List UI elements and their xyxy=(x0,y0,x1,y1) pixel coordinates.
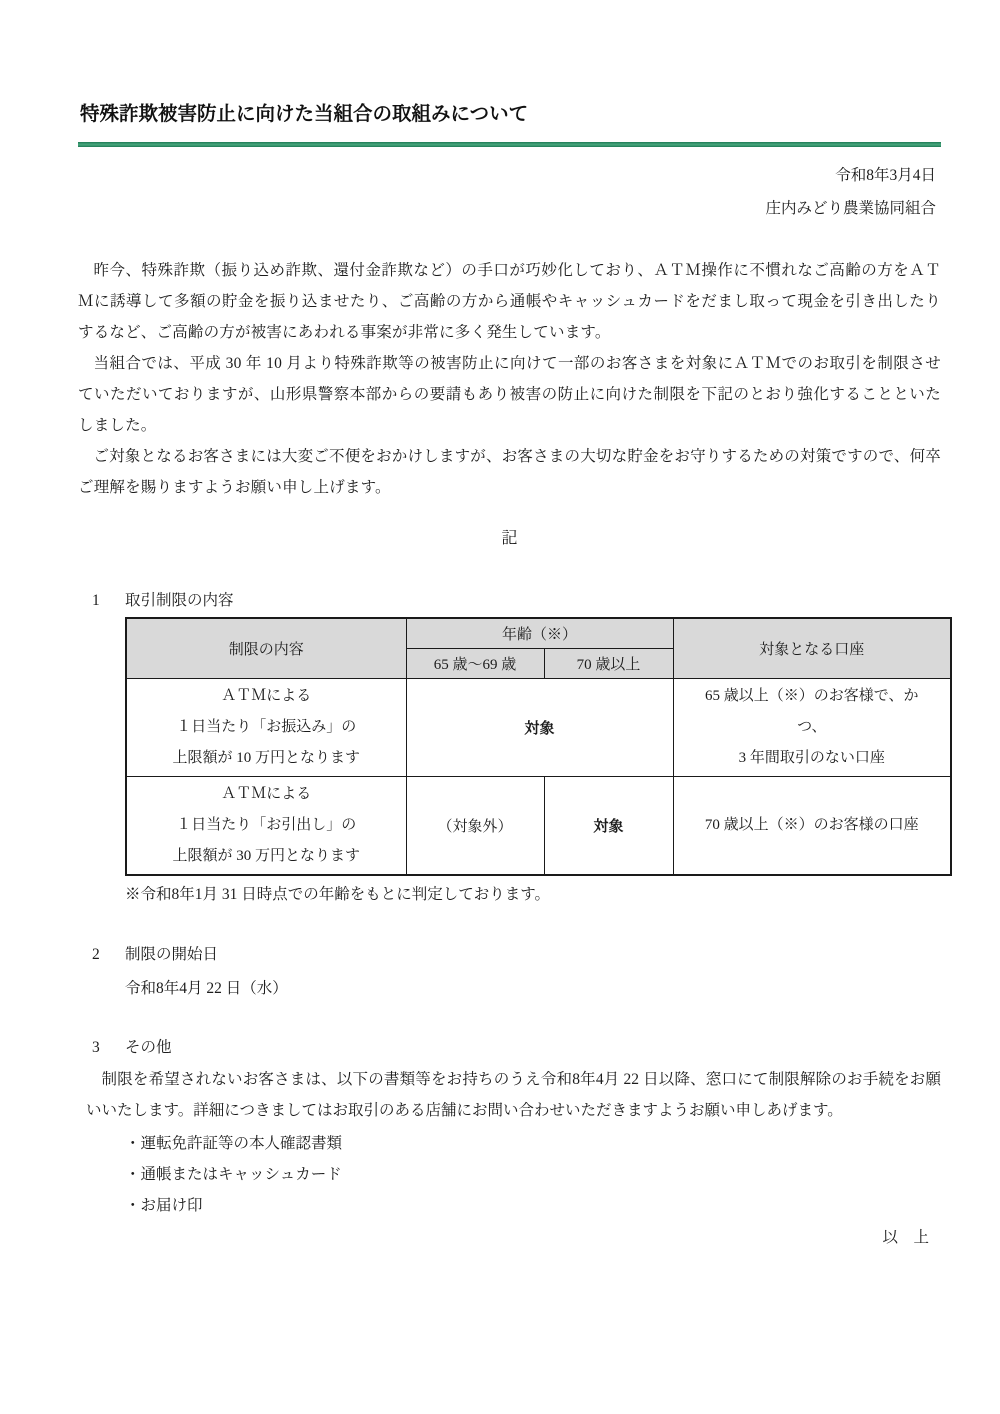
section-transaction-limits xyxy=(78,589,941,907)
cell-line: ＡＴＭによる xyxy=(221,687,312,704)
cell-line: 3 年間取引のない口座 xyxy=(738,749,885,766)
cell-transfer-restriction xyxy=(126,678,406,776)
intro-paragraph-3: ご対象となるお客さまには大変ご不便をおかけしますが、お客さまの大切な貯金をお守りするための対策ですので、何卒ご理解を賜りますようお願い申し上げます。 xyxy=(78,448,941,496)
section2-heading xyxy=(92,943,941,967)
section3-heading-label: その他 xyxy=(125,1038,172,1056)
cell-withdrawal-account xyxy=(673,776,951,875)
cell-line: １日当たり「お引出し」の xyxy=(176,816,357,833)
table-row-transfer-limit xyxy=(126,678,951,776)
cell-line: ＡＴＭによる xyxy=(221,785,312,802)
cell-line: １日当たり「お振込み」の xyxy=(176,718,357,735)
list-item: ・お届け印 xyxy=(125,1196,203,1214)
section3-number: 3 xyxy=(92,1038,100,1056)
section2-number: 2 xyxy=(92,945,100,963)
section1-heading-label: 取引制限の内容 xyxy=(125,592,234,609)
transaction-limits-table xyxy=(125,617,952,876)
header-cell-restriction: 制限の内容 xyxy=(126,618,406,678)
title-accent-rule xyxy=(78,142,941,147)
header-cell-age-70plus: 70 歳以上 xyxy=(544,648,673,678)
page-title: 特殊詐欺被害防止に向けた当組合の取組みについて xyxy=(80,103,529,125)
section-other xyxy=(78,1036,941,1221)
header-cell-account: 対象となる口座 xyxy=(673,618,951,678)
cell-line: つ、 xyxy=(797,718,827,735)
table-row-withdrawal-limit xyxy=(126,776,951,875)
list-item: ・運転免許証等の本人確認書類 xyxy=(125,1134,343,1152)
date-block xyxy=(78,159,941,225)
start-date-value: 令和8年4月 22 日（水） xyxy=(125,979,288,997)
header-cell-age-65-69: 65 歳～69 歳 xyxy=(406,648,544,678)
list-item: ・通帳またはキャッシュカード xyxy=(125,1165,342,1183)
header-cell-age: 年齢（※） xyxy=(406,618,673,648)
cell-line: 上限額が 10 万円となります xyxy=(172,749,360,766)
cell-transfer-age-target: 対象 xyxy=(406,678,673,776)
section1-number: 1 xyxy=(92,592,100,609)
document-date: 令和8年3月4日 xyxy=(835,167,936,184)
intro-paragraph-1: 昨今、特殊詐欺（振り込め詐欺、還付金詐欺など）の手口が巧妙化しており、ＡＴＭ操作に不慣れなご高齢の方をＡＴＭに誘導して多額の貯金を振り込ませたり、ご高齢の方から通帳やキャッシュカードをだまし取って現金を引き出したりするなど、ご高齢の方が被害にあわれる事案が非常に多く発生しています。 xyxy=(78,262,941,341)
age-judgement-footnote: ※令和8年1月 31 日時点での年齢をもとに判定しております。 xyxy=(125,885,551,903)
intro-paragraphs xyxy=(78,255,941,503)
section1-heading xyxy=(92,589,941,613)
cell-withdrawal-age-65-69: （対象外） xyxy=(406,776,544,875)
intro-paragraph-2: 当組合では、平成 30 年 10 月より特殊詐欺等の被害防止に向けて一部のお客さまを対象にＡＴＭでのお取引を制限させていただいておりますが、山形県警察本部からの要請もあり被害の防止に向けた制限を下記のとおり強化することといたしました。 xyxy=(78,355,941,434)
organization-name: 庄内みどり農業協同組合 xyxy=(765,200,936,217)
section3-heading xyxy=(92,1036,941,1060)
cell-line: 65 歳以上（※）のお客様で、か xyxy=(705,687,919,704)
record-marker: 記 xyxy=(501,530,518,547)
cell-line: 70 歳以上（※）のお客様の口座 xyxy=(704,816,919,833)
cell-line: 上限額が 30 万円となります xyxy=(172,847,360,864)
cell-transfer-account xyxy=(673,678,951,776)
section2-heading-label: 制限の開始日 xyxy=(125,945,219,963)
table-header-row-1 xyxy=(126,618,951,648)
cell-withdrawal-restriction xyxy=(126,776,406,875)
cell-withdrawal-age-70plus: 対象 xyxy=(544,776,673,875)
closing-marker: 以 上 xyxy=(882,1228,929,1246)
opt-out-paragraph: 制限を希望されないお客さまは、以下の書類等をお持ちのうえ令和8年4月 22 日以降、窓口にて制限解除のお手続をお願いいたします。詳細につきましてはお取引のある店舗にお問い合わせいただきますようお願い申しあげます。 xyxy=(86,1070,941,1119)
section-start-date xyxy=(78,943,941,1004)
required-documents-list xyxy=(125,1128,941,1221)
